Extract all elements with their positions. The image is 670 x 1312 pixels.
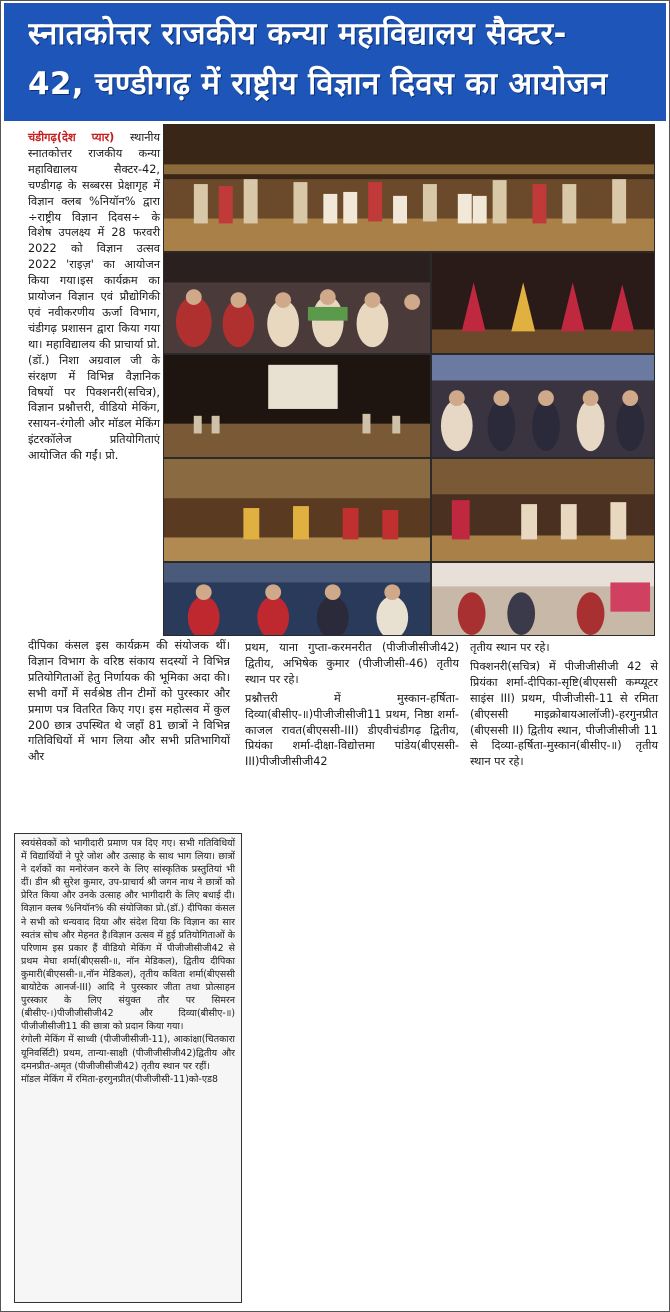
photo-stage-interaction bbox=[431, 458, 655, 562]
headline-line-1: स्नातकोत्तर राजकीय कन्या महाविद्यालय सैक्टर- bbox=[28, 16, 567, 52]
headline-banner bbox=[4, 3, 666, 121]
col2-paragraph-model-results: प्रथम, याना गुप्ता-करमनरीत (पीजीजीसीजी42) द्वितीय, अभिषेक कुमार (पीजीजीसी-46) तृतीय स्थान पर रहे। bbox=[245, 641, 459, 686]
photo-dance-performance bbox=[431, 252, 655, 354]
photo-front-row-guests bbox=[431, 354, 655, 458]
photo-award-ceremony bbox=[163, 562, 431, 636]
article-column-1-continued bbox=[28, 638, 230, 765]
article-column-3 bbox=[470, 640, 658, 773]
boxed-paragraph-rangoli: रंगोली मेकिंग में साध्वी (पीजीजीसीजी-11), आकांक्षा(चितकारा यूनिवर्सिटी) प्रथम, तान्या-साक्षी (पीजीजीसीजी42)द्वितीय और दमनप्रीत-अमृत (पीजीजीसीजी42) तृतीय स्थान पर रहीं। bbox=[21, 1034, 235, 1072]
photo-exhibition bbox=[431, 562, 655, 636]
col3-paragraph-pictionary-results: पिक्शनरी(सचित्र) में पीजीजीसीजी 42 से प्रियंका शर्मा-दीपिका-सृष्टि(बीएससी कम्प्यूटर साइंस III) प्रथम, पीजीजीसी-11 से रमिता (बीएससी माइक्रोबायआलॉजी)-हरगुनप्रीत (बीएससी II) द्वितीय स्थान, पीजीजीसीजी 11 से दिव्या-हर्षिता-मुस्कान(बीसीए-॥) तृतीय स्थान पर रहे। bbox=[470, 659, 658, 769]
photo-stage-seated bbox=[163, 458, 431, 562]
article-column-1 bbox=[28, 130, 160, 464]
col2-paragraph-quiz-results: प्रश्नौत्तरी में मुस्कान-हर्षिता-दिव्या(बीसीए-॥)पीजीजीसीजी11 प्रथम, निष्ठा शर्मा-काजल रावत(बीएससी-III) डीएवीचंडीगढ़ द्वितीय, प्रियंका शर्मा-दीक्षा-विद्योत्तमा पांडेय(बीएससी-III)पीजीजीसीजी42 bbox=[245, 691, 459, 769]
article-text-intro: स्थानीय स्नातकोत्तर राजकीय कन्या महाविद्यालय सैक्टर-42, चण्डीगढ़ के सब्बरस प्रेक्षागृह में विज्ञान क्लब %नियॉन% द्वारा ÷राष्ट्रीय विज्ञान दिवस÷ के विशेष उपलक्ष्य में 28 फरवरी 2022 को विज्ञान उत्सव 2022 'राइज़' का आयोजन किया गया।इस कार्यक्रम का प्रायोजन विज्ञान एवं प्रौद्योगिकी एवं नवीकरणीय ऊर्जा विभाग, चंडीगढ़ प्रशासन द्वारा किया गया था। महाविद्यालय की प्राचार्या प्रो.(डॉ.) निशा अग्रवाल जी के संरक्षण में विभिन्न वैज्ञानिक विषयों पर पिक्शनरी(सचित्र), विज्ञान प्रश्नौत्तरी, वीडियो मेकिंग, रसायन-रंगोली और मॉडल मेकिंग इंटरकॉलेज प्रतियोगिताएं आयोजित की गईं। प्रो. bbox=[28, 131, 160, 463]
dateline: चंडीगढ़(देश प्यार) bbox=[28, 131, 115, 144]
headline-line-2: 42, चण्डीगढ़ में राष्ट्रीय विज्ञान दिवस का आयोजन bbox=[28, 66, 608, 102]
col3-paragraph-quiz-third: तृतीय स्थान पर रहे। bbox=[470, 641, 550, 654]
article-boxed-continuation bbox=[14, 833, 242, 1303]
article-text-organizer: दीपिका कंसल इस कार्यक्रम की संयोजक थीं। विज्ञान विभाग के वरिष्ठ संकाय सदस्यों ने विभिन्न प्रतियोगिताओं हेतु निर्णायक की भूमिका अदा की। सभी वर्गों में सर्वश्रेष्ठ तीन टीमों को पुरस्कार और प्रमाण पत्र वितरित किए गए। इस महोत्सव में कुल 200 छात्र उपस्थित थे जहाँ 81 छात्रों ने विभिन्न गतिविधियों में भाग लिया और सभी प्रतिभागियों और bbox=[28, 639, 230, 764]
photo-stage-presentation bbox=[163, 354, 431, 458]
article-column-2 bbox=[245, 640, 459, 773]
photo-group-stage bbox=[163, 124, 655, 252]
boxed-paragraph-results: स्वयंसेवकों को भागीदारी प्रमाण पत्र दिए गए। सभी गतिविधियों में विद्यार्थियों ने पूरे जोश और उत्साह के साथ भाग लिया। छात्रों ने दर्शकों का मनोरंजन करने के लिए सांस्कृतिक प्रस्तुतियां भी दीं। डीन श्री सुरेश कुमार, उप-प्राचार्य श्री जगन नाथ ने छात्रों को प्रेरित किया और उनके उत्साह और भागीदारी के लिए बधाई दी। विज्ञान क्लब %नियॉन% की संयोजिका प्रो.(डॉ.) दीपिका कंसल ने सभी को धन्यवाद दिया और संदेश दिया कि विज्ञान का सार स्वतंत्र सोच और मेहनत है।विज्ञान उत्सव में हुई प्रतियोगिताओं के परिणाम इस प्रकार हैं वीडियो मेकिंग में पीजीजीसीजी42 से प्रथम मेघा शर्मा(बीएससी-॥, नॉन मेडिकल), द्वितीय दीपिका कुमारी(बीएससी-॥,नॉन मेडिकल), तृतीय कविता शर्मा(बीएससी बायोटेक आनर्ज-III) आदि ने पुरस्कार जीता तथा प्रोत्साहन पुरस्कार के लिए संयुक्त तौर पर सिमरन (बीसीए-।)पीजीजीसीजी42 और दिव्या(बीसीए-॥) पीजीजीसीजी11 की छात्रा को प्रदान किया गया। bbox=[21, 838, 235, 1033]
photo-audience-guests bbox=[163, 252, 431, 354]
boxed-paragraph-model: मॉडल मेकिंग में रमिता-हरगुनप्रीत(पीजीजीसी-11)को-एड8 bbox=[21, 1073, 218, 1085]
